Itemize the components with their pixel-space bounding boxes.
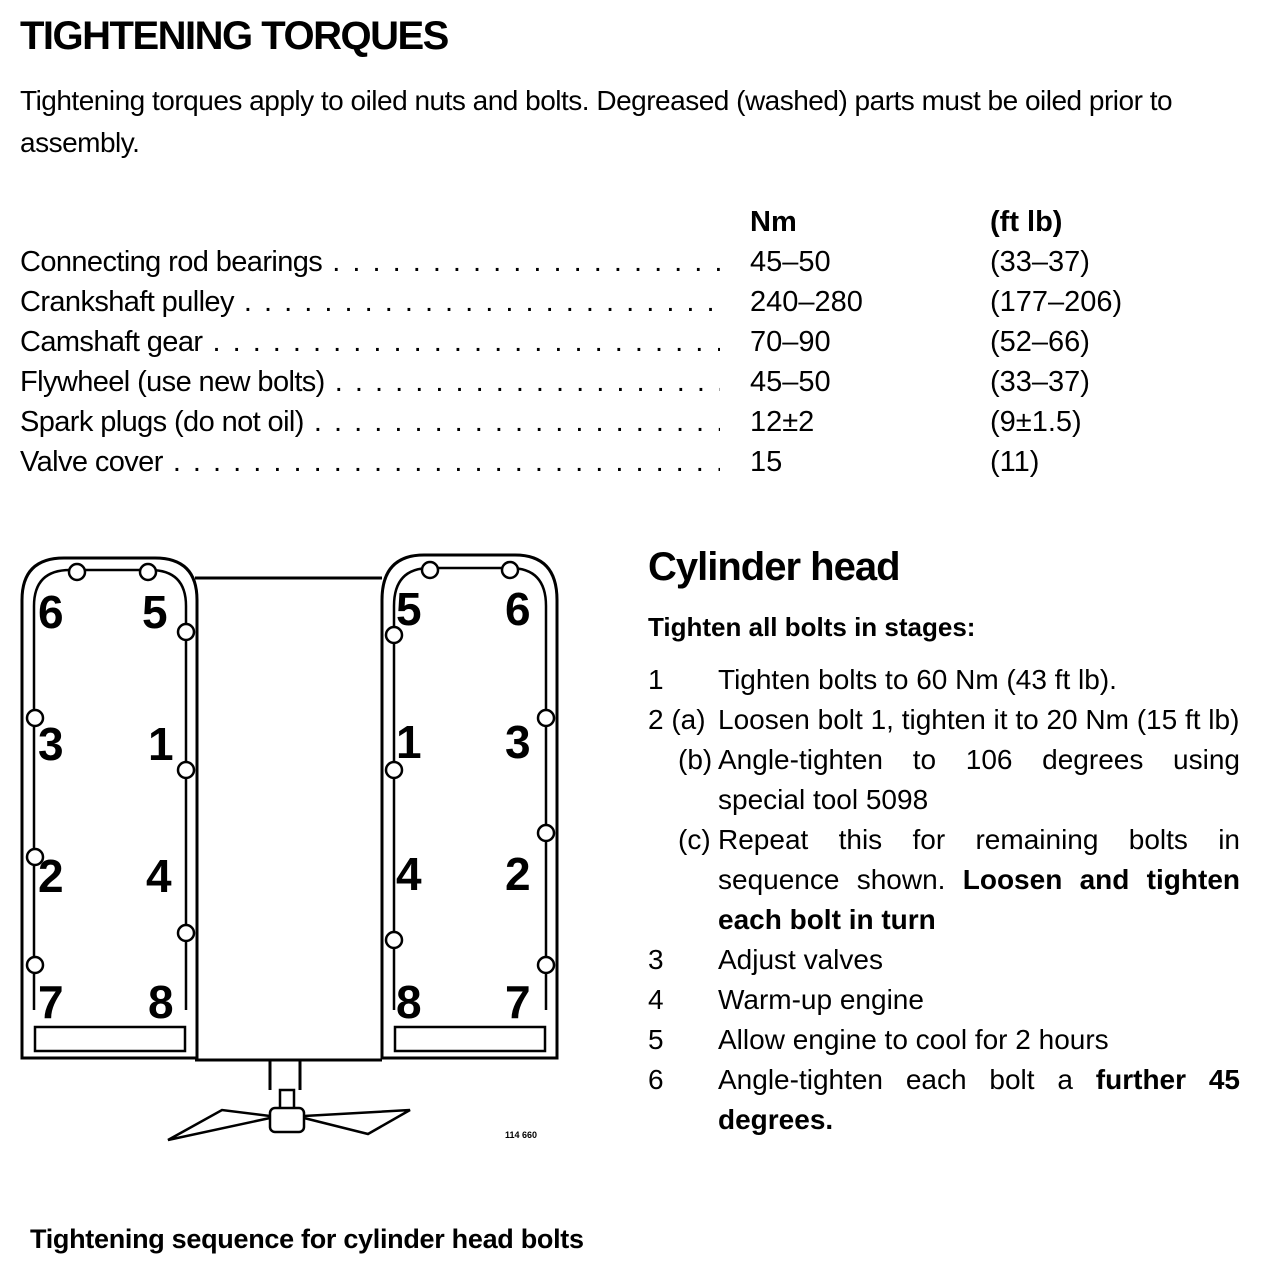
part-label: Connecting rod bearings . . . bbox=[20, 246, 720, 279]
step-number: 2 (a) bbox=[648, 704, 706, 735]
engine-block-outline bbox=[195, 578, 382, 1090]
bolt-number: 8 bbox=[148, 976, 174, 1028]
step-text: Adjust valves bbox=[718, 944, 883, 975]
list-item bbox=[648, 700, 1240, 740]
step-text-container bbox=[718, 820, 1240, 940]
procedure-steps bbox=[648, 660, 1240, 1140]
section-subtitle: Tighten all bolts in stages: bbox=[648, 612, 976, 642]
bolt-number: 3 bbox=[505, 716, 531, 768]
step-text-bold: Loosen and tighten each bolt in turn bbox=[718, 864, 1240, 935]
step-text: Repeat this for remaining bolts in sequence shown. bbox=[718, 824, 1240, 895]
ftlb-value: (33–37) bbox=[990, 246, 1090, 278]
step-number: (b) bbox=[678, 744, 713, 775]
part-label: Camshaft gear . . . bbox=[20, 326, 720, 359]
nm-value: 15 bbox=[750, 446, 783, 478]
bolt-number: 5 bbox=[142, 586, 168, 638]
list-item bbox=[648, 1060, 1240, 1140]
step-text: Loosen bolt 1, tighten it to 20 Nm (15 ft lb) bbox=[718, 704, 1240, 735]
cylinder-head-diagram bbox=[0, 540, 600, 1150]
ftlb-value: (11) bbox=[990, 446, 1040, 478]
nm-value: 12±2 bbox=[750, 406, 815, 438]
bolt-number: 4 bbox=[146, 850, 172, 902]
nm-value: 45–50 bbox=[750, 366, 831, 398]
step-text: Allow engine to cool for 2 hours bbox=[718, 1024, 1109, 1055]
bolt-number: 1 bbox=[396, 716, 422, 768]
intro-paragraph: Tightening torques apply to oiled nuts and bolts. Degreased (washed) parts must be oiled prior to assembly. bbox=[20, 85, 1173, 158]
bolt-number: 6 bbox=[505, 583, 531, 635]
bolt-number: 1 bbox=[148, 718, 174, 770]
ftlb-value: (52–66) bbox=[990, 326, 1090, 358]
list-item bbox=[648, 940, 1240, 980]
step-text: Tighten bolts to 60 Nm (43 ft lb). bbox=[718, 664, 1117, 695]
step-number: 4 bbox=[648, 984, 664, 1015]
step-number: 3 bbox=[648, 944, 664, 975]
part-label: Flywheel (use new bolts) . . . bbox=[20, 366, 720, 399]
bolt-number: 5 bbox=[396, 583, 422, 635]
step-text-bold: further 45 degrees. bbox=[718, 1064, 1240, 1135]
part-label: Spark plugs (do not oil) . . . bbox=[20, 406, 720, 439]
part-label: Crankshaft pulley . . . bbox=[20, 286, 720, 319]
header-ftlb: (ft lb) bbox=[990, 206, 1063, 238]
step-number: 6 bbox=[648, 1064, 664, 1095]
list-item bbox=[648, 1020, 1240, 1060]
ftlb-value: (33–37) bbox=[990, 366, 1090, 398]
page-title: TIGHTENING TORQUES bbox=[20, 14, 448, 58]
list-item bbox=[648, 820, 1240, 940]
bolt-number: 7 bbox=[505, 976, 531, 1028]
nm-value: 45–50 bbox=[750, 246, 831, 278]
step-number: 5 bbox=[648, 1024, 664, 1055]
list-item bbox=[648, 980, 1240, 1020]
bolt-number: 2 bbox=[38, 850, 64, 902]
step-number: (c) bbox=[678, 824, 711, 855]
step-text-container bbox=[718, 1060, 1240, 1140]
bolt-number: 2 bbox=[505, 848, 531, 900]
header-nm: Nm bbox=[750, 206, 797, 238]
list-item bbox=[648, 660, 1240, 700]
pulley-assembly bbox=[168, 1090, 410, 1140]
figure-ref-code: 114 660 bbox=[505, 1130, 538, 1140]
step-text: Warm-up engine bbox=[718, 984, 924, 1015]
nm-value: 70–90 bbox=[750, 326, 831, 358]
diagram-caption: Tightening sequence for cylinder head bolts bbox=[30, 1224, 584, 1254]
ftlb-value: (9±1.5) bbox=[990, 406, 1082, 438]
ftlb-value: (177–206) bbox=[990, 286, 1123, 318]
nm-value: 240–280 bbox=[750, 286, 863, 318]
step-number: 1 bbox=[648, 664, 664, 695]
bolt-number: 7 bbox=[38, 976, 64, 1028]
bolt-number: 4 bbox=[396, 848, 422, 900]
bolt-number: 6 bbox=[38, 586, 64, 638]
bolt-number: 3 bbox=[38, 718, 64, 770]
bolt-number: 8 bbox=[396, 976, 422, 1028]
list-item bbox=[648, 740, 1240, 820]
step-text: Angle-tighten to 106 degrees using special tool 5098 bbox=[718, 744, 1240, 815]
part-label: Valve cover . . . bbox=[20, 446, 720, 479]
step-text: Angle-tighten each bolt a bbox=[718, 1064, 1073, 1095]
section-title: Cylinder head bbox=[648, 545, 900, 589]
